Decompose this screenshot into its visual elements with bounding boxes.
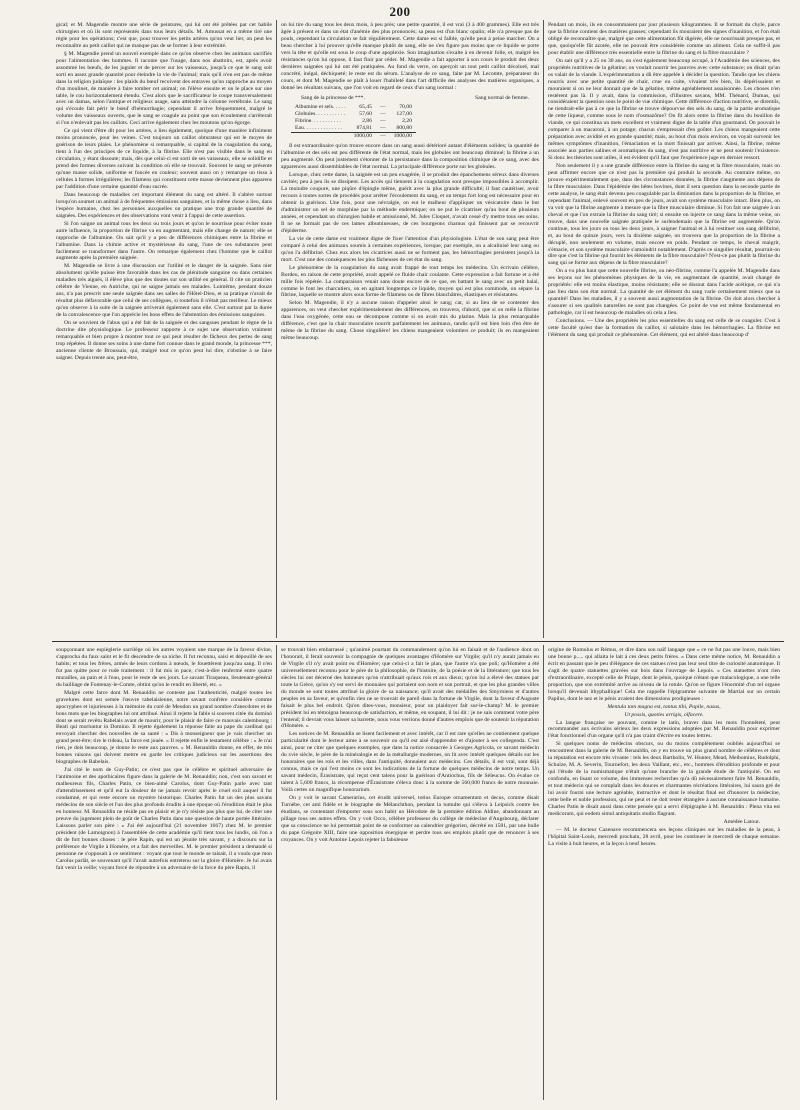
paragraph: Selon M. Magendie, il n'y a aucune raison d'appeler ainsi le sang; car, si au lieu de se contenter des apparences, on veut chercher expérimentalement des différences, on trouvera, d'abord, que si on mêle la fibrine dans l'eau oxygénée, cette eau se décompose comme si on avait mis du platine. Mais la plus remarquable différence, c'est que la chair musculaire nourrit parfaitement les animaux, tandis qu'il est bien loin d'en être de même de la fibrine du sang. Chose singulière! les chiens mangeaient volontiers ce produit; ils en mangeaient même beaucoup.	[281, 300, 539, 342]
paragraph: soupçonnant une espièglerie sacrilège où les autres voyaient une marque de la faveur divine, s'approcha du faux saint et le fit descendre de sa niche. Il fut reconnu, saisi et dépouillé de ses habits; et tous les frères, armés de leurs cordons à nœuds, le fouettèrent jusqu'au sang. Il n'en fut pas quitte pour ce rude traitement : il fut mis in pace, c'est-à-dire renfermé entre quatre murailles, au pain et à l'eau, pour le reste de ses jours. Le savant Tiraqueau, lieutenant-général du bailliage de Fontenay-le-Comte, obtint qu'on le rendit en liberté, etc. »	[56, 647, 272, 688]
paragraph: Non seulement il y a une grande différence entre la fibrine du sang et la fibre musculaire, mais on peut affirmer encore que ce n'est pas la première qui produit la seconde. Au contraire même, on prouve expérimentalement que, dans des circonstances données, la fibrine s'augmente aux dépens de la fibre musculaire. Dans l'épidémie des bêtes bovines, dont il sera question dans la seconde partie de cette analyse, le sang était devenu peu coagulable par la diminution dans la proportion de la fibrine, et cependant l'animal, enlevé souvent en peu de jours, avait son système musculaire intact. Bien plus, on va voir que la fibrine augmente à mesure que la fibre musculaire diminue. Si l'on fait une saignée à un cheval et que l'on extraie la fibrine du sang tiré; si ensuite on injecte ce sang dans la même veine, on trouve, dans une nouvelle saignée pratiquée le surlendemain que la fibrine est augmentée. Qu'on continue, tous les jours ou tous les deux jours, à saigner l'animal et à lui restituer son sang défibriné, et, au bout de quinze jours, vers la dixième saignée, on trouvera que la proportion de la fibrine a décuplé, non seulement en volume, mais encore en poids. Pendant ce temps, le cheval maigrit, s'émacie, et son système musculaire s'amoindrit notablement. D'après ce singulier résultat, pourrait-on dire que c'est la fibrine qui fournit les éléments de la fibre musculaire? N'est-ce pas plutôt la fibrine du sang qui se forme aux dépens de la fibre musculaire?	[548, 163, 780, 267]
paragraph: Si quelques noms de médecins obscurs, ou du moins complètement oubliés aujourd'hui se rencontrent dans la galerie de M. Renauldin, on y en trouve un plus grand nombre de célèbres et dont la réputation est encore très vivante : tels les deux Bartholin, W. Hunter, Mead, Meibomius, Rudolphi, Schulze, M. A. Severin, Tournefort, les deux Vaillant, etc., etc., hommes d'érudition profonde et pour qui l'étude de la numismatique n'était qu'une branche de la grande étude de l'antiquité. On est confondu, en lisant ce volume, des immenses recherches qu'a dû nécessairement faire M. Renauldin, et tout médecin qui se complaît dans les douces et charmantes récréations littéraires, lui saura gré de lui avoir fourni une lecture agréable, instructive et dont le résultat final est d'honorer la médecine, cette belle et noble profession, qui ne peut et ne doit rester étrangère à aucune connaissance humaine. Charles Patin le disait aussi dans cette pensée qui a servi d'épigraphe à M. Renauldin : Plena vita est medicorum, qui eodem simul antiquitatis studio flagrant.	[548, 741, 780, 817]
feuilleton-rule	[52, 641, 784, 642]
table-row	[291, 118, 416, 125]
paragraph: gical; et M. Magendie montre une série de peintures, qui lui ont été prêtées par cet habile chirurgien et où ils sont représentés dans tous leurs détails. M. Amussat en a même tiré une règle pour les opérations; c'est que, pour trouver les petits artères qu'on veut lier, on peut les reconnaître au petit caillot qui ne manque pas de se former à leur extrémité.	[56, 22, 272, 49]
paragraph: La langue française ne pouvant, comme le latin, braver dans les mots l'honnêteté, peut recommander aux écrivains sérieux les deux expressions adoptées par M. Renauldin pour exprimer l'état fonctionnel d'un organe qu'il n'a pas craint d'écrire en toutes lettres.	[548, 719, 780, 740]
princess-value: 65,45	[359, 104, 372, 111]
column-rule	[276, 20, 277, 638]
normal-value: 70,00	[399, 104, 412, 111]
paragraph: J'ai cité le nom de Guy-Patin; ce n'est pas que le célèbre et spirituel adversaire de l'antimoine et des apothicaires figure dans la galerie de M. Renauldin; non, c'est son savant et malheureux fils, Charles Patin, ce bien-aimé Carolus, dont Guy-Patin parle avec tant d'attendrissement et qu'il eut la douleur de ne jamais revoir après le cruel exil auquel il fut condamné, et qui reste encore un mystère historique. Charles Patin fut un des plus savans médecins de son siècle et l'un des plus profonds érudits à une époque où l'érudition était le plus en honneur. M. Renauldin ne réside pas en plaisir et je n'y résiste pas plus que lui, de citer une preuve du jugement plein de goût de Charles Patin dans une question de haute portée littéraire. Laissons parler son père : « J'ai été aujourd'hui (21 novembre 1667) chez M. le premier président (de Lamoignon) à l'assemblée de cette académie qu'il tient tous les lundis, où l'on a dit de fort bonnes choses : le père Rapin, qui est un jésuite très savant, y a discouru sur la préférence de Virgile à Homère, et a fait des merveilles. M. le premier président a demandé si personne ne s'opposait à ce sentiment : voyant que tout le monde se taisait, il a voulu que mon Carolus parlât, se souvenant qu'il l'avait autrefois entretenu sur la gloire d'Homère. Je lui avais fait venir la veille; voyant forcé de répondre à un adversaire de la force du père Rapin, il	[56, 767, 272, 871]
column-rule	[276, 645, 277, 1100]
row-label: Fibrine. . . . . . . . . . .	[295, 118, 341, 125]
paragraph: on lui tire du sang tous les deux mois, à peu près; une petite quantité, il est vrai (3 à 400 grammes). Elle est très âgée à présent et dans un état d'anémie des plus prononcés; sa peau est d'un blanc opalin; elle n'a presque pas de pouls, cependant la circulation se fait régulièrement. Cette dame est si faible, qu'elle peut à peine marcher. On a beau chercher à lui prouver qu'elle manque plutôt de sang, elle ne s'en figure pas moins que ce liquide se porte vers la tête et qu'elle est sous le coup d'une apoplexie. Son imagination s'exalte à en devenir folle, et, malgré les résistances qu'on lui oppose, il faut finir par céder. M. Magendie a fait apporter à son cours le produit des deux dernières saignées qui lui ont été pratiquées. Au fond du verre, on aperçoit un tout petit caillot décoloré, mal concrété, inégal, déchiqueté; le reste est du sérum. L'analyse de ce sang, faite par M. Lecomte, préparateur du cours, et dont M. Magendie se plaît à louer l'habileté dans l'art difficile des analyses des matières organiques, a donné les résultats suivans, que l'on voit en regard de ceux d'un sang normal :	[281, 22, 539, 91]
princess-value: 57,60	[359, 111, 372, 118]
paragraph: La vie de cette dame est vraiment digne de fixer l'attention d'un physiologiste. L'état de son sang peut être comparé à celui des animaux soumis à certaines expériences, lorsque, par exemple, on a alcalinisé leur sang ou qu'on l'a défibriné. Chez eux alors les cicatrices aussi ne se forment pas, les hémorrhagies persistent jusqu'à la mort. C'est une des conséquences les plus fâcheuses de cet état du sang.	[281, 235, 539, 263]
blood-table-header	[281, 93, 539, 102]
paragraph: Lorsque, chez cette dame, la saignée est un peu exagérée, il se produit des épanchemens séreux dans diverses cavités; peu à peu ils se dissipent. Les accès qui tiennent à la coagulation sont presque impossibles à accomplir. La moindre coupure, une piqûre d'épingle même, guérit avec la plus grande difficulté; il faut cautériser, avoir recours à toutes sortes de procédés pour arrêter l'écoulement du sang, et un temps fort long est nécessaire pour en obtenir la guérison. Une fois, pour une névralgie, on eut le malheur d'appliquer un vésicatoire dans le but d'administrer un sel de morphine par la méthode endermique; on ne put le cicatriser qu'au bout de plusieurs années, et cependant un chirurgien habile et amissionné, M. Jules Cloquet, n'avait cessé d'y mettre tous ses soins. Il ne se formait pas de ces lames albumineuses, de ces bourgeons charnus qui finissent par se recouvrir d'épiderme.	[281, 172, 539, 234]
feuilleton-column-1	[56, 647, 272, 1098]
blood-header-normal: Sang normal de femme.	[475, 94, 529, 101]
paragraph: Le phénomène de la coagulation du sang avait frappé de tout temps les médecins. Un écrivain célèbre, Bordeu, en raison de cette propriété, avait appelé ce fluide chair coulante. Cette expression a fait fortune et a été mille fois répétée. La comparaison venait sans doute encore de ce que, en battant le sang avec un petit balai, comme le font les charcutiers, on en agitant longtemps ce liquide, moyen qui est plus commode, on sépare la fibrine, laquelle se montre alors sous forme de filamens ou de fibres blanchâtres, élastiques et résistantes.	[281, 264, 539, 299]
paragraph: — M. le docteur Cazenave recommencera ses leçons cliniques sur les maladies de la peau, à l'hôpital Saint-Louis, mercredi prochain, 28 avril, pour les continuer le mercredi de chaque semaine. La visite à huit heures, et la leçon à neuf heures.	[548, 826, 780, 847]
princess-total: 1000,00	[350, 132, 376, 139]
row-label: Globules. . . . . . . . . . .	[295, 111, 345, 118]
separator: —	[379, 118, 386, 125]
row-label: Albumine et sels. . . . .	[295, 104, 346, 111]
princess-value: 874,81	[356, 124, 372, 131]
paragraph: On y voit le savant Camerarius, cet érudit universel, totius Europæ ornamentum et decus, comme disait Turnèbe, cet ami fidèle et le biographe de Mélanchthon, pendant la tumulte qui s'éleva à Leipsick contre les étudians, se contentant d'emporter sous son habit un Hérodote de la première édition Aldine, abandonnant au pillage tous ses autres effets. On y voit Occo, célèbre professeur du collège de médecine d'Augsbourg, déclarer que sa conscience ne lui permettait point de se conformer au calendrier grégorien, décrété en 1581, par une bulle du pape Grégoire XIII, faire une opposition énergique et perdre tous ses emplois plutôt que de renoncer à ses croyances. On y voit Antoine Lepois rejeter la fabuleuse	[281, 795, 539, 843]
paragraph: § M. Magendie prend un nouvel exemple dans ce qu'on observe chez les animaux sacrifiés pour l'alimentation des hommes. Il raconte que l'usage, dans nos abattoirs, est, après avoir assommé les bœufs, de les juguler et de percer sur les vaisseaux, jusqu'à ce que le sang soit sorti en assez grande quantité pour éteindre la vie de l'animal; mais qu'il n'en est pas de même dans la religion judaïque : les plaids du bœuf recoivent des entraves qu'on rapproche au moyen d'un moulinet, de manière à faire tomber cet animal; on l'élève ensuite et on le place sur une table, le cou horizontalement étendu. C'est alors que le sacrificateur le coupe transversalement avec un damas, selon l'antique et religieux usage, sans atteindre la colonne vertébrale. Le sang qui s'écoule fait périr le bœuf d'hémorrhagie; cependant il arrive fréquemment, malgré le volume des vaisseaux ouverts, que le sang se coagule au point que son écoulement s'arrêterait si l'on n'enlevait pas les caillots. Ceci arrive également chez les moutons qu'on égorge.	[56, 50, 272, 127]
author-signature: Amédée Latour.	[723, 818, 760, 825]
article-column-1	[56, 22, 272, 636]
row-label: Eau. . . . . . . . . . . . . .	[295, 124, 342, 131]
paragraph: Pendant un mois, ils en consommaient par jour plusieurs kilogrammes. Il se formait du chyle, parce que la fibrine contient des matières grasses; cependant ils mouraient des signes d'inanition, et l'on était obligé de reconnaître que, malgré que cette alimentation fût digérée, elle ne nourrissait presque pas, et que, quoiqu'elle fût azotée, elle ne pouvait être considérée comme un aliment. Cela ne suffit-il pas pour établir une différence très essentielle entre la fibrine du sang et la fibre musculaire ?	[548, 22, 780, 56]
column-rule	[543, 20, 544, 638]
paragraph: On a vu plus haut que cette nouvelle fibrine, ou néo-fibrine, comme l'a appelée M. Magendie dans ses leçons sur les phénomènes physiques de la vie, en augmentant de quantité, avait changé de propriétés: elle est moins élastique, moins résistante; elle se dissout dans l'acide acétique, ce qui n'a pas lieu dans son état normal. La quantité de cet élément du sang varie certainement mieux que sa quantité! Dans les maladies, il y a souvent aussi augmentation de la fibrine. On doit alors chercher à s'assurer si ses qualités naturelles ne sont pas changées. Ce point de vue est même fondamental en pathologie, car il est beaucoup de maladies où cela a lieu.	[548, 268, 780, 317]
feuilleton-column-2	[281, 647, 539, 1098]
paragraph: Ce qui vient d'être dit pour les artères, a lieu également, quoique d'une manière infiniment moins prononcée, pour les veines. C'est toujours un caillot obturateur qui est le moyen de guérison de leurs plaies. Le phénomène si remarquable, si capital de la coagulation du sang, tient à l'un des principes de ce liquide, à la fibrine. Elle n'est pas visible dans le sang en circulation, y étant dissoute; mais, dès que celui-ci est sorti de ses vaisseaux, elle se solidifie et prend des formes diverses suivant la condition où elle se trouvait. Souvent le sang se présente qu'une masse solide, uniforme et foncée en couleur; souvent aussi on y remarque un tissu à cellules à formes irrégulières; les filamens qui constituent cette masse deviennent plus apparens par l'addition d'une certaine quantité d'eau sucrée.	[56, 128, 272, 190]
separator: —	[379, 111, 386, 118]
paragraph: Si l'on saigne un animal tous les deux ou trois jours et qu'on le nourrisse pour éviter toute autre influence, la proportion de fibrine va en augmentant, mais elle change de nature; elle se rapproche de l'albumine. On sait qu'il y a peu de différences chimiques entre la fibrine et l'albumine. Dans la chimie active et mystérieuse du sang, l'une de ces substances peut facilement se transformer dans l'autre. On remarque également chez l'homme que le caillot augmente après la première saignée.	[56, 220, 272, 262]
paragraph: origine de Romulus et Rémus, et dire dans son naïf langage que « ce ne fut pas une louve, mais bien une bonne p..... qui allaita le lait à ces deux petits frères. » Dans cette même notice, M. Renauldin a écrit en passant que le peu d'élégance de ces statues n'est pas leur seul titre de curiosité anatomique. Il s'agit de quatre statuettes gravées sur bois dans l'ouvrage de Lepois. « Ces statuettes n'ont rien d'extraordinaire, excepté celle de Priape, dont le pénis, quoique n'étant que malacologique, a une telle proportion, que son extrémité arrive au niveau de la rotule. Qu'on se figure l'énormité d'un tel organe lorsqu'il devenait ithyphallique! Cela me rappelle l'épigramme suivante de Martial sur un certain Papilus, dont le nez et le pénis avaient des dimensions prodigieuses :	[548, 647, 780, 702]
paragraph: se trouvait bien embarrassé ; qu'animé pourtant du commandement qu'on lui en faisait et de l'audience dont on l'honorait, il ferait souvenir la compagnie de quelques avantages d'Homère sur Virgile; qu'il n'y aurait jamais eu de Virgile s'il n'y avait point eu d'Homère; que celui-ci a fait le plan, que l'autre n'a que poli; qu'Homère a été universellement reconnu pour le père de la philosophie, de l'histoire, de la poésie et de la littérature; que tous les siècles lui ont décerné des honneurs qu'on n'attribuait qu'aux rois et aux dieux; qu'on lui a élevé des statues par toute la Grèce, qu'on s'y est servi de monnaies qui portaient son nom et son portrait, et que les plus grandes villes du monde se sont toutes attribué la gloire de sa naissance; qu'il avait des médailles des Smyrniens et d'autres peuples en sa faveur, et qu'enfin rien ne se trouvait de pareil dans la fortune de Virgile, dont la faveur d'Auguste faisait le plus bel endroit. Qu'en dites-vous, monsieur, pour un plaidoyer fait sur-le-champ? M. le premier président lui en témoigna beaucoup de satisfaction, et même, en soupant, il lui dit : je ne sais comment votre père l'entend; il devrait vous laisser sa barrette, nous vous verrions donné d'autres emplois que de soutenir la réputation d'Homère. »	[281, 647, 539, 730]
princess-value: 2,86	[362, 118, 372, 125]
paragraph: M. Magendie se livre à une discussion sur l'utilité et le danger de la saignée. Sans nier absolument qu'elle puisse être favorable dans les cas de plénitude sanguine ou dans certaines maladies très aiguës, il élève plus que des doutes sur son utilité en général. Il cite un praticien célèbre de Vienne, en Autriche, qui ne saigne jamais ses malades. Luimême, pendant douze ans, n'a pas prescrit une seule saignée dans ses salles de l'Hôtel-Dieu, et sa pratique n'avait de résultat plus défavorable que celui de ses collègues, si toutefois il n'était pas meilleur. Le mieux qu'on observe à la suite de la saignée arriverait également sans elle. C'est surtout par la durée de la convalescence que l'on apprécie les bons effets de l'abstention des émissions sanguines.	[56, 263, 272, 319]
normal-value: 800,80	[396, 124, 412, 131]
table-row	[291, 125, 416, 132]
paragraph: Dans beaucoup de maladies cet important élément du sang est altéré. Il s'altère surtout lorsqu'on soumet un animal à de fréquentes émissions sanguines, et la même chose a lieu, dans l'espèce humaine, chez les personnes auxquelles on pratique une trop grande quantité de saignées. Des expériences et des observations vont venir à l'appui de cette assertion.	[56, 191, 272, 219]
paragraph: Malgré cette farce dont M. Renauldin ne conteste pas l'authenticité, malgré toutes les gravelures dont est semée l'œuvre rabelaisienne, notre savant confrère considère comme apocryphes et injurieuses à la mémoire du curé de Meudon un grand nombre d'anecdotes et de bons mots que les biographes lui ont attribué. Ainsi il rejette la fable si souvent citée du dominó dont se serait revêtu Rabelais avant de mourir, pour le plaisir de faire ce mauvais calembourg : Beati qui moriuntur in Domino. Il rejette également la réponse faite au pape du cardinal qui envoyait chercher des nouvelles de sa santé : « Dis à monseigneur que je vais chercher un grand peut-être; tire le rideau, la farce est jouée. » Il rejette enfin le testament célèbre : « Je n'ai rien, je dois beaucoup, je donne le reste aux pauvres. » M. Renauldin donne, en effet, de très bonnes raisons qui doivent mettre en garde les critiques judicieux sur les assertions des biographes de Rabelais.	[56, 689, 272, 766]
article-column-3	[548, 22, 780, 636]
page-number: 200	[389, 4, 411, 19]
normal-value: 127,00	[396, 111, 412, 118]
paragraph: On sait qu'il y a 25 ou 30 ans, on s'est également beaucoup occupé, à l'Académie des sciences, des propriétés nutritives de la gélatine; on voulait nourrir les pauvres avec cette substance; on disait qu'un os valait de la viande. L'expérimentation a dû être appelée à décider la question. Tandis que les chiens nourris avec une petite quantité de chair, crue ou cuite, vivaient très bien, ils dépérissaient et mouraient si on ne leur donnait que de la gélatine, même agréablement assaisonnée. Les choses n'en restèrent pas là. Il y avait, dans la commission, d'illustres savans, MM. Thénard, Dumas, qui considéraient la question sous le point de vue chimique. Cette différence d'action nutritive, se direntils, ne tiendrait-elle pas à ce que la fibrine se trouve dépourvue des sels du sang, de la partie aromatique de cette liqueur, comme sous le nom d'osmazôme? On fit alors entre la fibrine dans du bouillon de viande, ce qui constitua un mets excellent et vraiment digne de la table d'un gourmand. On pouvait le comparer à un macaroni, à un potage; chacun s'empressait d'en goûter. Les chiens mangeaient cette préparation avec avidité et en grande quantité; mais, au bout d'un mois environ, on voyait survenir les mêmes symptômes d'inanition, l'émaciation et la mort finissait par arriver. Ainsi, la fibrine, même associée aux parties salines et aromatiques du sang, n'est pas nutritive et ne peut soutenir l'existence. Si donc les théories sont utiles, il est évident qu'il faut que l'expérience juge en dernier ressort.	[548, 57, 780, 162]
table-row	[291, 111, 416, 118]
feuilleton-column-3	[548, 647, 780, 1098]
article-column-2	[281, 22, 539, 636]
blood-header-princess: Sang de la princesse de ***.	[301, 94, 365, 101]
column-rule	[543, 645, 544, 1100]
row-label	[291, 132, 350, 139]
blood-analysis-table	[291, 104, 416, 139]
normal-value: 2,20	[402, 118, 412, 125]
paragraph: Les notices de M. Renauldin se lisent facilement et avec intérêt, car il est rare qu'elles ne contiennent quelque particularité dont le lecteur aime à se souvenir ou qu'il est aisé d'apprendre et d'ajouter à ses collegenda. C'est ainsi, pour ne citer que quelques exemples, que dans la notice consacrée à Georges Agricola, ce savant médecin du xvie siècle, le père de la minéralogie et de la métallurgie modernes, on lit avec intérêt quelques détails sur les honoraires que les rois et les villes, dans l'antiquité, donnaient aux médecins. Ces détails, il est vrai, sont déjà connus, mais ce qui l'est moins ce sont les indications de la fortune de quelques médecins de notre temps. Un savant médecin, Érasistrate, qui reçut cent talens pour la guérison d'Antiochus, fils de Séleucus. On évalue ce talent à 5,600 francs, la récompense d'Érasistrate s'éleva donc à la somme de 560,000 francs de notre monnaie. Voilà certes un magnifique honorarium.	[281, 731, 539, 794]
separator: —	[379, 124, 386, 131]
normal-total: 1000,00	[390, 132, 416, 139]
table-row	[291, 104, 416, 111]
paragraph: Il est extraordinaire qu'on trouve encore dans un sang aussi détérioré autant d'éléments solides; la quantité de l'albumine et des sels est peu différente de l'état normal, mais les globules ont beaucoup diminué; la fibrine a un peu augmenté. On peut justement s'étonner de la persistance dans la composition chimique de ce sang, avec des apparences aussi dissemblables de l'état normal. La principale différence porte sur les globules.	[281, 143, 539, 171]
separator: —	[379, 104, 386, 111]
table-total-row	[291, 132, 416, 139]
paragraph: On se souvient de l'abus qui a été fait de la saignée et des sangsues pendant le règne de la doctrine dite physiologique. Le professeur rapporte à ce sujet une observation vraiment remarquable et bien propre à montrer tout ce qui peut résulter de fâcheux des pertes de sang trop répétées. Il donne ses soins à une dame fort connue dans le grand monde, la princesse ***, ancienne cliente de Broussais, qui, malgré tout ce qu'on peut lui dire, s'obstine à se faire saigner. Depuis trente ans, peut-être,	[56, 320, 272, 361]
latin-epigram-line: Mentula tam magna est, tantus tibi, Papile, nasus,	[607, 703, 721, 710]
latin-epigram-line: Ut possis, quoties arrigis, olfacere.	[624, 711, 704, 718]
paragraph: Conclusions. — Une des propriétés les plus essentielles du sang est celle de se coaguler. C'est à cette faculté qu'est due la formation du caillot, si salutaire dans les hémorrhagies. La fibrine est l'élément du sang qui produit ce phénomène. Cet élément, qui est altéré dans beaucoup d'	[548, 318, 780, 338]
separator: —	[376, 132, 390, 139]
